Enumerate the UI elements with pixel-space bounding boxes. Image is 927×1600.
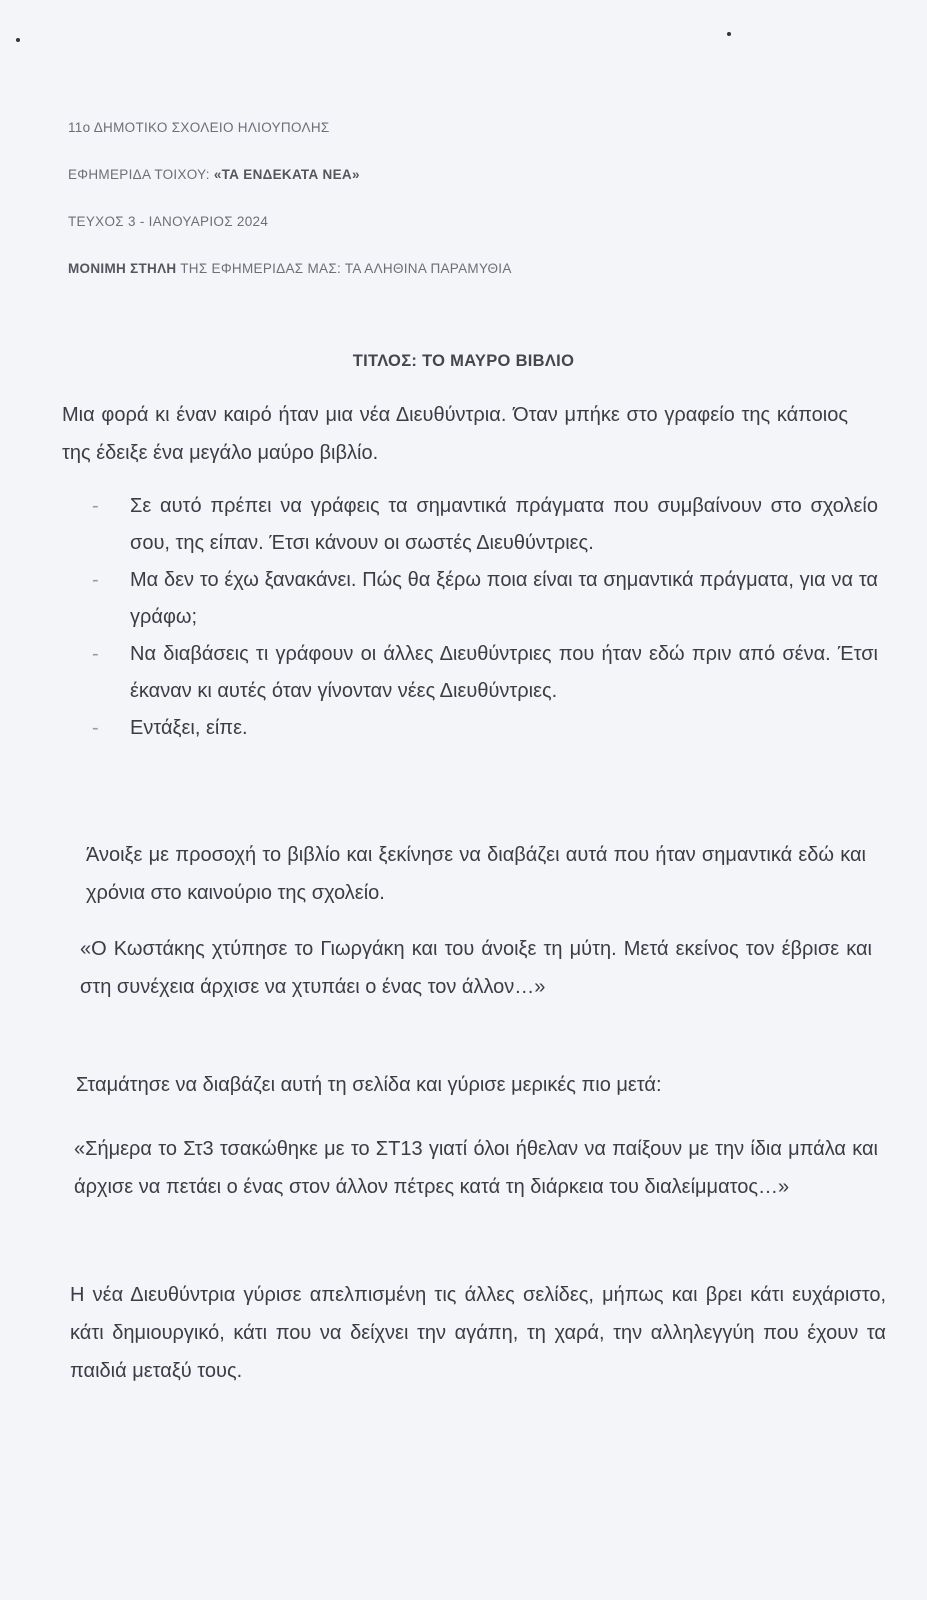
dash-marker: -: [92, 717, 99, 739]
newspaper-label: ΕΦΗΜΕΡΙΔΑ ΤΟΙΧΟΥ:: [68, 167, 210, 182]
intro-paragraph: Μια φορά κι έναν καιρό ήταν μια νέα Διευθύντρια. Όταν μπήκε στο γραφείο της κάποιος της έδειξε ένα μεγάλο μαύρο βιβλίο.: [62, 404, 848, 464]
story-title: ΤΙΤΛΟΣ: ΤΟ ΜΑΥΡΟ ΒΙΒΛΙΟ: [352, 352, 575, 370]
dash-marker: -: [92, 643, 99, 665]
paragraph-turned-page: Σταμάτησε να διαβάζει αυτή τη σελίδα και γύρισε μερικές πιο μετά:: [76, 1074, 662, 1096]
dialogue-line: - Μα δεν το έχω ξανακάνει. Πώς θα ξέρω ποια είναι τα σημαντικά πράγματα, για να τα γράφω;: [88, 562, 878, 636]
paragraph-quote-kostakis: «Ο Κωστάκης χτύπησε το Γιωργάκη και του άνοιξε τη μύτη. Μετά εκείνος τον έβρισε και στη συνέχεια άρχισε να χτυπάει ο ένας τον άλλον…»: [80, 938, 872, 998]
paragraph-opened-book: Άνοιξε με προσοχή το βιβλίο και ξεκίνησε να διαβάζει αυτά που ήταν σημαντικά εδώ και χρόνια στο καινούριο της σχολείο.: [86, 844, 866, 904]
paper-speck-right: [727, 32, 731, 36]
paper-speck-left: [16, 38, 20, 42]
dash-marker: -: [92, 569, 99, 591]
column-label: ΜΟΝΙΜΗ ΣΤΗΛΗ: [68, 261, 177, 276]
paragraph-quote-class-fight: «Σήμερα το Στ3 τσακώθηκε με το ΣΤ13 γιατί όλοι ήθελαν να παίξουν με την ίδια μπάλα και άρχισε να πετάει ο ένας στον άλλον πέτρες κατά τη διάρκεια του διαλείμματος…»: [74, 1138, 878, 1198]
newspaper-header: [68, 118, 512, 306]
school-name: 11ο ΔΗΜΟΤΙΚΟ ΣΧΟΛΕΙΟ ΗΛΙΟΥΠΟΛΗΣ: [68, 120, 330, 135]
column-line: [68, 259, 512, 306]
newspaper-name: «ΤΑ ΕΝΔΕΚΑΤΑ ΝΕΑ»: [213, 167, 360, 182]
paragraph-despair: Η νέα Διευθύντρια γύρισε απελπισμένη τις άλλες σελίδες, μήπως και βρει κάτι ευχάριστο, κάτι δημιουργικό, κάτι που να δείχνει την αγάπη, τη χαρά, την αλληλεγγύη που έχουν τα παιδιά μεταξύ τους.: [70, 1284, 886, 1382]
dialogue-line: - Σε αυτό πρέπει να γράφεις τα σημαντικά πράγματα που συμβαίνουν στο σχολείο σου, της είπαν. Έτσι κάνουν οι σωστές Διευθύντριες.: [88, 488, 878, 562]
column-rest: ΤΗΣ ΕΦΗΜΕΡΙΔΑΣ ΜΑΣ: ΤΑ ΑΛΗΘΙΝΑ ΠΑΡΑΜΥΘΙΑ: [180, 261, 512, 276]
dialogue-line: - Να διαβάσεις τι γράφουν οι άλλες Διευθύντριες που ήταν εδώ πριν από σένα. Έτσι έκαναν κι αυτές όταν γίνονταν νέες Διευθύντριες.: [88, 636, 878, 710]
issue-line: ΤΕΥΧΟΣ 3 - ΙΑΝΟΥΑΡΙΟΣ 2024: [68, 214, 269, 229]
dialogue-list: [88, 488, 878, 747]
dash-marker: -: [92, 495, 99, 517]
dialogue-line: - Εντάξει, είπε.: [88, 710, 878, 747]
newspaper-line: [68, 165, 512, 212]
